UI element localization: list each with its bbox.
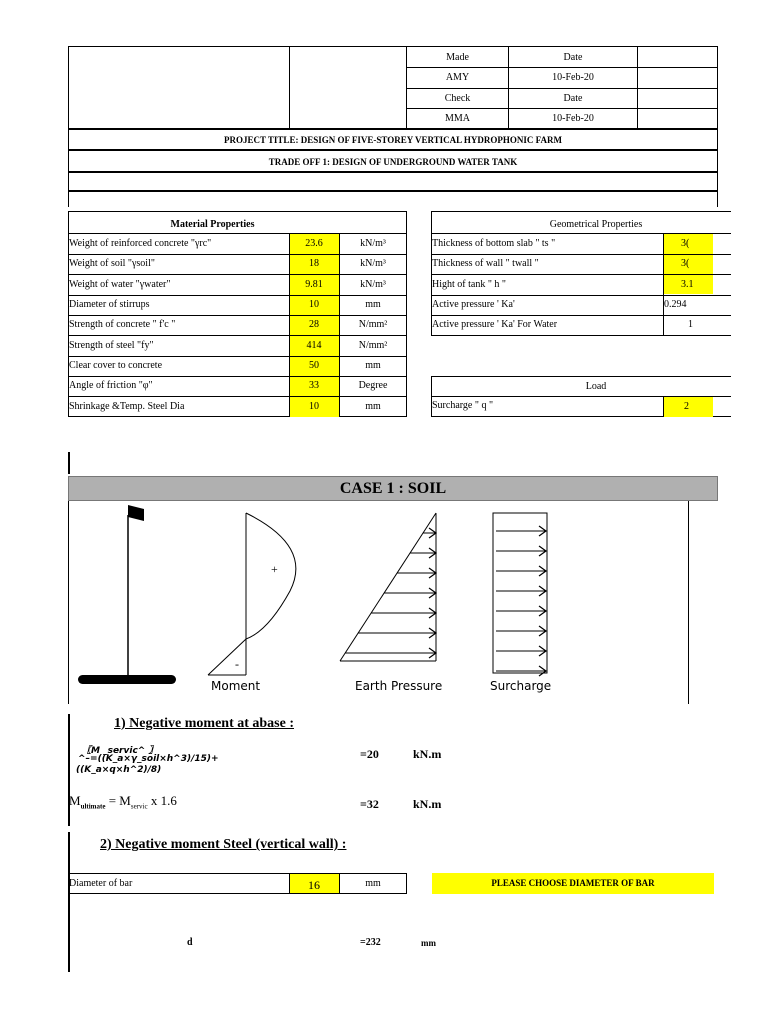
ultimate-moment-formula: $M_{ultimate} = M_{servic}$ x 1.6 [69,793,177,811]
geometry-label: Active pressure ' Ka' For Water [432,319,558,330]
trade-off-title: TRADE OFF 1: DESIGN OF UNDERGROUND WATER TANK [268,157,518,167]
material-label: Angle of friction "φ" [69,380,153,391]
divider [406,88,718,89]
material-unit: kN/m³ [360,258,386,269]
divider [431,274,731,275]
geometry-label: Thickness of bottom slab " ts " [432,238,556,249]
service-moment-unit: kN.m [413,747,442,761]
material-label: Strength of concrete " f'c " [69,319,176,330]
check-label: Check [444,93,471,104]
check-date-label: Date [563,93,583,104]
case-title-bar [68,476,718,501]
divider [68,274,407,275]
material-unit: mm [365,360,381,371]
formula-line-1: 〖M _servic^ 〗 [82,746,158,756]
geometry-label: Hight of tank " h " [432,279,506,290]
made-by-value: AMY [445,72,470,83]
made-date-value: 10-Feb-20 [552,72,594,83]
d-label: d [187,937,193,948]
material-title: Material Properties [170,219,255,230]
project-title: PROJECT TITLE: DESIGN OF FIVE-STOREY VERTICAL HYDROPHONIC FARM [224,135,562,145]
blank-row-2 [68,191,718,207]
formula-line-3: ((K_a×q×h^2)/8) [76,765,162,775]
made-label: Made [446,52,469,63]
divider [68,295,407,296]
choose-bar-notice-text: PLEASE CHOOSE DIAMETER OF BAR [491,878,655,888]
material-unit: kN/m³ [360,279,386,290]
ultimate-moment-unit: kN.m [413,797,442,811]
material-value: 33 [309,380,319,391]
divider [68,452,70,474]
material-label: Weight of water "γwater" [69,279,171,290]
moment-plus-sign: + [271,562,278,576]
divider [68,254,407,255]
divider [663,396,664,417]
surcharge-diagram [493,513,547,676]
load-title: Load [585,381,607,392]
divider [406,67,718,68]
bar-diameter-input[interactable]: 16 [308,878,320,892]
material-label: Weight of reinforced concrete "γrc" [69,238,212,249]
divider [68,832,70,972]
geometry-value: 3( [681,258,690,269]
divider [431,254,731,255]
ultimate-moment-result: =32 [360,797,379,811]
material-unit: mm [365,401,381,412]
checked-by-value: MMA [444,113,470,124]
divider [663,233,664,336]
geometry-value: 0.294 [664,299,687,310]
earth-pressure-diagram [340,513,436,661]
divider [68,356,407,357]
load-label: Surcharge " q " [432,400,494,411]
material-value: 18 [309,258,319,269]
d-unit: mm [421,938,436,948]
formula-line-2: ^–=((K_a×γ_soil×h^3)/15)+ [78,754,219,764]
material-value: 10 [309,401,319,412]
divider [68,376,407,377]
service-moment-result: =20 [360,747,379,761]
divider [406,108,718,109]
divider [431,295,731,296]
divider [68,233,407,234]
material-value: 28 [309,319,319,330]
divider [68,396,407,397]
material-value: 10 [309,299,319,310]
material-value: 23.6 [305,238,323,249]
material-label: Strength of steel "fy" [69,340,154,351]
section1-heading: 1) Negative moment at abase : [114,716,295,731]
divider [68,335,407,336]
trade-off-row [68,150,718,172]
material-value: 50 [309,360,319,371]
material-value: 9.81 [305,279,323,290]
moment-minus-sign: - [235,657,239,671]
bar-diameter-label: Diameter of bar [69,878,133,889]
material-unit: mm [365,299,381,310]
moment-diagram [208,513,296,675]
divider [431,315,731,316]
check-date-value: 10-Feb-20 [552,113,594,124]
geometry-label: Active pressure ' Ka' [432,299,515,310]
geometry-label: Thickness of wall " twall " [432,258,539,269]
material-label: Clear cover to concrete [69,360,163,371]
geometry-value: 3.1 [681,279,694,290]
surcharge-label: Surcharge [490,679,552,693]
material-unit: kN/m³ [360,238,386,249]
material-label: Weight of soil "γsoil" [69,258,155,269]
bar-diameter-unit: mm [365,878,381,889]
material-unit: N/mm² [358,319,388,330]
divider [289,46,290,129]
geometry-title: Geometrical Properties [549,219,643,230]
project-title-row [68,129,718,150]
material-label: Diameter of stirrups [69,299,150,310]
divider [68,315,407,316]
section2-heading: 2) Negative moment Steel (vertical wall) : [100,837,347,852]
moment-label: Moment [211,679,261,693]
case-title: CASE 1 : SOIL [339,480,447,497]
choose-bar-notice [432,873,714,894]
load-diagrams [68,501,708,701]
d-value: =232 [360,937,381,948]
made-date-label: Date [563,52,583,63]
material-value: 414 [306,340,322,351]
geometry-value: 1 [688,319,693,330]
material-unit: Degree [358,380,388,391]
material-unit: N/mm² [358,340,388,351]
geometry-value: 3( [681,238,690,249]
load-value: 2 [684,401,689,412]
material-label: Shrinkage &Temp. Steel Dia [69,401,185,412]
blank-row [68,172,718,191]
earth-pressure-label: Earth Pressure [355,679,443,693]
wall-diagram [78,505,176,684]
